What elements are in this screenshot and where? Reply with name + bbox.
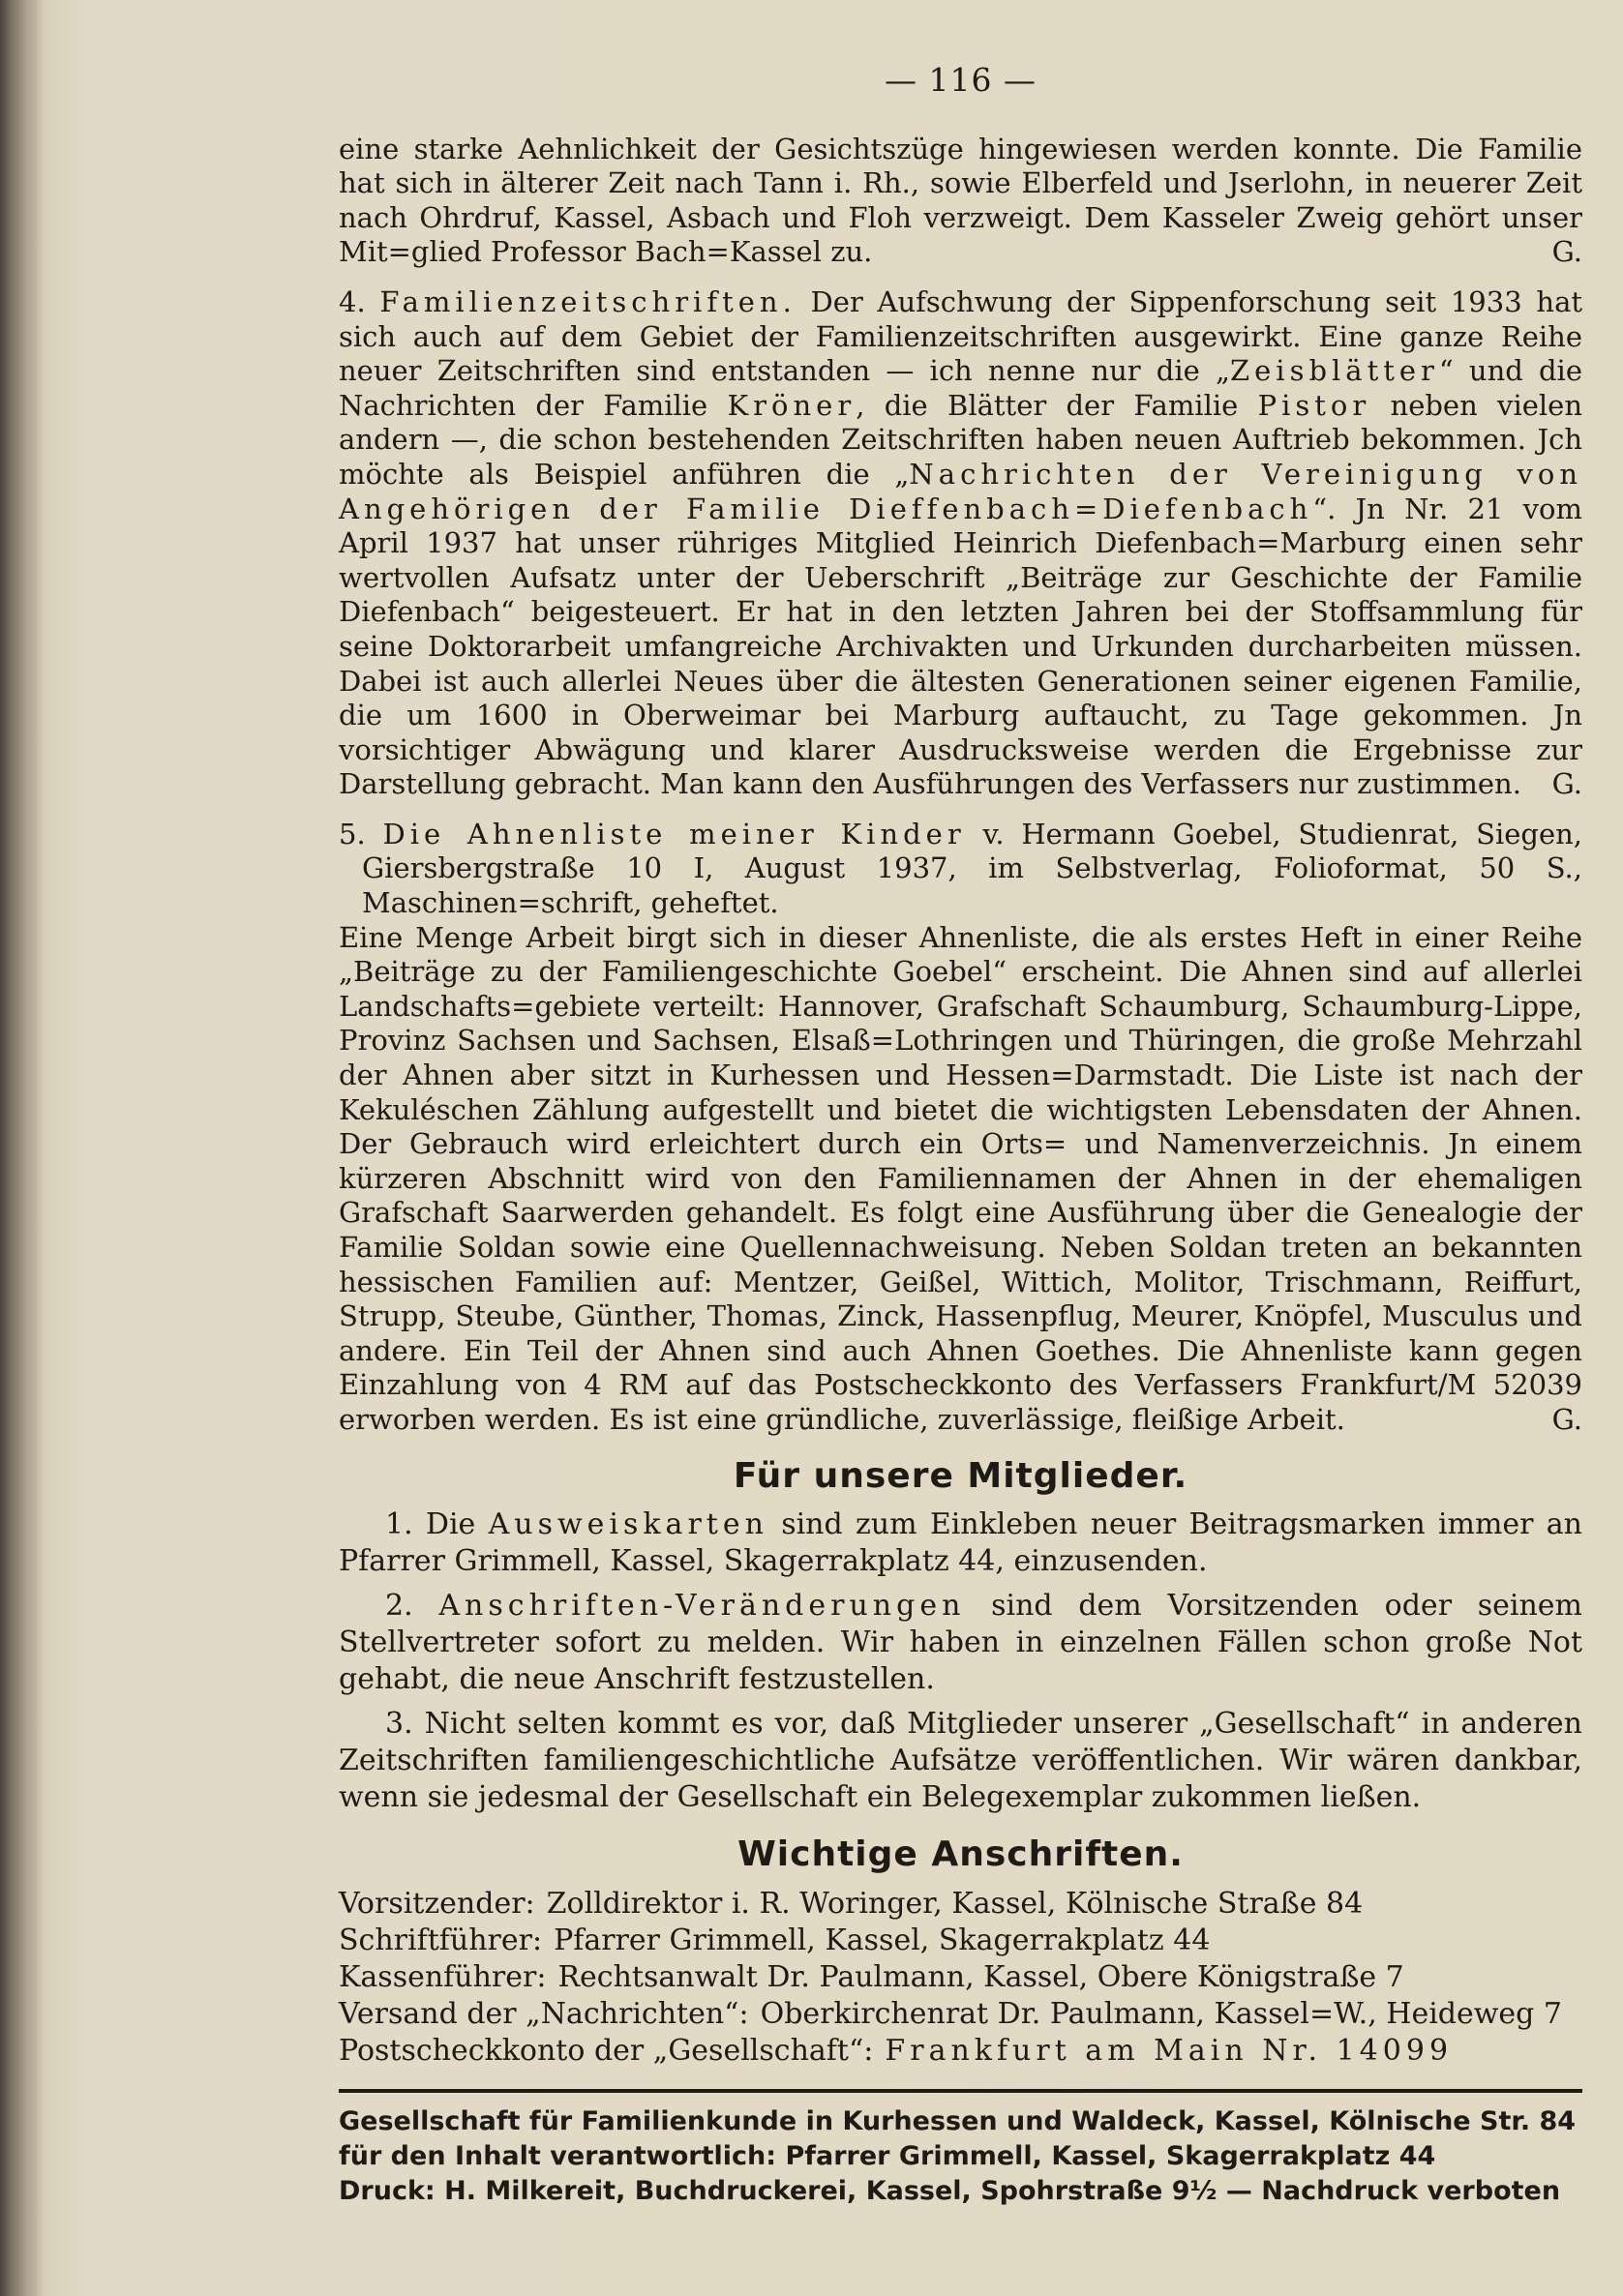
- author-initial: G.: [1551, 235, 1582, 269]
- address-value: Zolldirektor i. R. Woringer, Kassel, Kölnische Straße 84: [546, 1886, 1364, 1921]
- notice-keyword: Ausweiskarten: [488, 1507, 768, 1542]
- notice-number: 3.: [385, 1707, 413, 1742]
- notice-keyword: Anschriften-Veränderungen: [438, 1589, 966, 1624]
- item-text: Eine Menge Arbeit birgt sich in dieser Ahnenliste, die als erstes Heft in einer Reihe „Beiträge zu der Familiengeschichte Goebel“ erscheint. Die Ahnen sind auf allerlei Landschafts=gebiete verteilt: Hannover, Grafschaft Schaumburg, Schaumburg-Lippe, Provinz Sachsen und Sachsen, Elsaß=Lothringen und Thüringen, die große Mehrzahl der Ahnen aber sitzt in Kurhessen und Hessen=Darmstadt. Die Liste ist nach der Kekuléschen Zählung aufgestellt und bietet die wichtigsten Lebensdaten der Ahnen. Der Gebrauch wird erleichtert durch ein Orts= und Namenverzeichnis. Jn einem kürzeren Abschnitt wird von den Familiennamen der Ahnen in der ehemaligen Grafschaft Saarwerden gehandelt. Es folgt eine Ausführung über die Genealogie der Familie Soldan sowie eine Quellennachweisung. Neben Soldan treten an bekannten hessischen Familien auf: Mentzer, Geißel, Wittich, Molitor, Trischmann, Reiffurt, Strupp, Steube, Günther, Thomas, Zinck, Hassenpflug, Meurer, Knöpfel, Musculus und andere. Ein Teil der Ahnen sind auch Ahnen Goethes. Die Ahnenliste kann gegen Einzahlung von 4 RM auf das Postscheckkonto des Verfassers Frankfurt/M 52039 erworben werden. Es ist eine gründliche, zuverlässige, fleißige Arbeit.: [339, 920, 1582, 1436]
- address-label: Kassenführer:: [339, 1959, 547, 1994]
- family-name: Kröner: [727, 388, 857, 422]
- paragraph-continuation: [339, 133, 1582, 270]
- address-label: Postscheckkonto der „Gesellschaft“:: [339, 2033, 874, 2068]
- notice-number: 2.: [385, 1589, 413, 1624]
- item-text: Der Aufschwung der Sippenforschung seit 1933 hat sich auch auf dem Gebiet der Familienzeitschriften ausgewirkt. Eine ganze Reihe neuer Zeitschriften sind entstanden — ich nenne nur die „: [339, 284, 1583, 388]
- imprint-line-editor: für den Inhalt verantwortlich: Pfarrer Grimmell, Kassel, Skagerrakplatz 44: [339, 2140, 1436, 2171]
- address-row: [339, 2033, 1582, 2070]
- imprint-line-printer: Druck: H. Milkereit, Buchdruckerei, Kassel, Spohrstraße 9½ — Nachdruck verboten: [339, 2175, 1561, 2206]
- item-text: “. Jn Nr. 21 vom April 1937 hat unser rühriges Mitglied Heinrich Diefenbach=Marburg einen sehr wertvollen Aufsatz unter der Ueberschrift „Beiträge zur Geschichte der Familie Diefenbach“ beigesteuert. Er hat in den letzten Jahren bei der Stoffsammlung für seine Doktorarbeit umfangreiche Archivakten und Urkunden durcharbeiten müssen. Dabei ist auch allerlei Neues über die ältesten Generationen seiner eigenen Familie, die um 1600 in Oberweimar bei Marburg auftaucht, zu Tage gekommen. Jn vorsichtiger Abwägung und klarer Ausdrucksweise werden die Ergebnisse zur Darstellung gebracht. Man kann den Ausführungen des Verfassers nur zustimmen.: [339, 492, 1583, 801]
- item-text: neben vielen andern —, die schon bestehenden Zeitschriften haben neuen Auftrieb bekommen. Jch möchte als Beispiel anführen die „: [339, 388, 1582, 491]
- imprint-footer: [339, 2104, 1582, 2209]
- address-row: [339, 1923, 1582, 1959]
- member-notice-3: [339, 1706, 1582, 1816]
- notice-text: sind zum Einkleben neuer Beitragsmarken immer an Pfarrer Grimmell, Kassel, Skagerrakplatz 44, einzusenden.: [339, 1507, 1583, 1579]
- notice-text: Nicht selten kommt es vor, daß Mitglieder unserer „Gesellschaft“ in anderen Zeitschriften familiengeschichtliche Aufsätze veröffentlichen. Wir wären dankbar, wenn sie jedesmal der Gesellschaft ein Belegexemplar zukommen ließen.: [339, 1707, 1582, 1815]
- book-binding-shadow: [0, 0, 41, 2296]
- author-initial: G.: [1551, 1402, 1582, 1436]
- address-label: Vorsitzender:: [339, 1886, 535, 1921]
- item-number: 5.: [339, 817, 366, 850]
- journal-name: Zeisblätter: [1229, 354, 1439, 388]
- notice-number: 1.: [385, 1507, 413, 1542]
- address-value: Rechtsanwalt Dr. Paulmann, Kassel, Obere Königstraße 7: [557, 1959, 1404, 1994]
- page-number: — 116 —: [885, 61, 1037, 99]
- item-text: , die Blätter der Familie: [856, 388, 1258, 422]
- item-title: Die Ahnenliste meiner Kinder: [382, 817, 966, 850]
- item-bibliography: v. Hermann Goebel, Studienrat, Siegen, Giersbergstraße 10 I, August 1937, im Selbstverlag, Folioformat, 50 S., Maschinen=schrift, geheftet.: [362, 817, 1582, 920]
- notice-text: Die: [425, 1507, 489, 1542]
- address-value: Frankfurt am Main Nr. 14099: [885, 2033, 1454, 2068]
- paragraph-text: eine starke Aehnlichkeit der Gesichtszüge hingewiesen werden konnte. Die Familie hat sich in älterer Zeit nach Tann i. Rh., sowie Elberfeld und Jserlohn, in neuerer Zeit nach Ohrdruf, Kassel, Asbach und Floh verzweigt. Dem Kasseler Zweig gehört unser Mit=glied Professor Bach=Kassel zu.: [339, 132, 1582, 269]
- members-heading: Für unsere Mitglieder.: [733, 1455, 1188, 1496]
- family-name: Pistor: [1257, 388, 1371, 422]
- address-value: Oberkirchenrat Dr. Paulmann, Kassel=W., Heideweg 7: [760, 1996, 1563, 2031]
- review-item-4: [339, 285, 1582, 802]
- address-value: Pfarrer Grimmell, Kassel, Skagerrakplatz 44: [554, 1923, 1211, 1957]
- item-text: “ und die Nachrichten der Familie: [339, 354, 1582, 422]
- address-row: [339, 1959, 1582, 1996]
- review-item-5-body: [339, 921, 1582, 1438]
- notice-text: sind dem Vorsitzenden oder seinem Stellvertreter sofort zu melden. Wir haben in einzelnen Fällen schon große Not gehabt, die neue Anschrift festzustellen.: [339, 1589, 1583, 1697]
- address-row: [339, 1996, 1582, 2033]
- journal-name: Nachrichten der Vereinigung von Angehörigen der Familie Dieffenbach=Diefenbach: [339, 457, 1582, 525]
- author-initial: G.: [1551, 767, 1582, 801]
- footer-divider: [339, 2089, 1582, 2093]
- address-label: Schriftführer:: [339, 1923, 543, 1957]
- addresses-heading: Wichtige Anschriften.: [737, 1834, 1184, 1875]
- address-list: [339, 1886, 1582, 2070]
- item-title: Familienzeitschriften.: [379, 284, 796, 318]
- review-item-5-heading: [339, 818, 1582, 921]
- address-label: Versand der „Nachrichten“:: [339, 1996, 749, 2031]
- address-row: [339, 1886, 1582, 1923]
- imprint-line-publisher: Gesellschaft für Familienkunde in Kurhessen und Waldeck, Kassel, Kölnische Str. 84: [339, 2105, 1577, 2136]
- member-notice-2: [339, 1588, 1582, 1698]
- member-notice-1: [339, 1506, 1582, 1580]
- page-content: [339, 53, 1582, 2209]
- item-number: 4.: [339, 284, 366, 318]
